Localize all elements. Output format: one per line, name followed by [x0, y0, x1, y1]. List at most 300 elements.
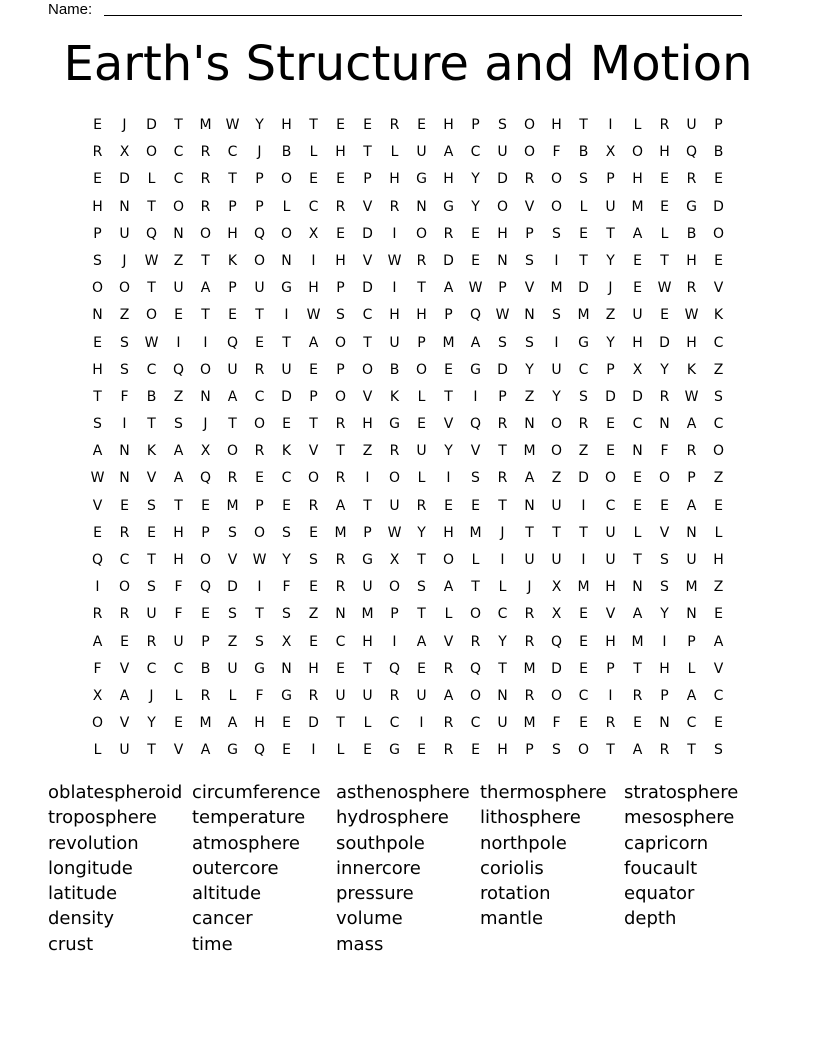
grid-letter: E: [606, 443, 615, 460]
grid-letter: T: [525, 524, 534, 541]
grid-letter: L: [390, 144, 399, 161]
word-list-item: depth: [624, 908, 677, 930]
grid-letter: Y: [471, 198, 480, 215]
grid-letter: E: [714, 497, 723, 514]
grid-letter: U: [227, 660, 238, 677]
grid-letter: S: [552, 225, 561, 242]
grid-letter: P: [255, 497, 264, 514]
letter-grid: [84, 112, 732, 765]
grid-letter: R: [308, 687, 319, 704]
grid-letter: C: [146, 660, 157, 677]
grid-letter: I: [608, 687, 613, 704]
grid-letter: T: [336, 715, 345, 732]
grid-letter: T: [228, 416, 237, 433]
grid-letter: W: [684, 307, 699, 324]
grid-letter: C: [119, 552, 130, 568]
grid-letter: C: [470, 144, 481, 161]
grid-letter: R: [524, 171, 535, 188]
grid-letter: T: [579, 117, 588, 133]
grid-letter: U: [686, 552, 697, 568]
grid-letter: U: [146, 606, 157, 623]
grid-letter: D: [362, 280, 373, 297]
grid-letter: A: [92, 443, 103, 460]
word-list-item: mantle: [480, 908, 544, 930]
grid-letter: O: [388, 579, 401, 596]
grid-letter: E: [471, 742, 480, 759]
grid-letter: R: [470, 633, 481, 650]
grid-letter: A: [686, 416, 697, 433]
grid-letter: R: [335, 470, 346, 487]
grid-letter: W: [306, 307, 321, 324]
grid-letter: R: [92, 144, 103, 161]
grid-letter: H: [92, 361, 103, 378]
grid-letter: E: [714, 252, 723, 269]
grid-letter: N: [524, 307, 535, 324]
grid-letter: T: [336, 443, 345, 460]
grid-letter: S: [120, 361, 129, 378]
grid-letter: B: [281, 144, 292, 161]
grid-letter: S: [714, 742, 723, 759]
grid-letter: X: [389, 552, 400, 568]
grid-letter: Q: [199, 470, 212, 487]
grid-letter: S: [228, 524, 237, 541]
word-list-item: capricorn: [624, 832, 709, 854]
grid-letter: O: [577, 742, 590, 759]
word-list-item: density: [48, 908, 114, 930]
grid-letter: I: [311, 742, 316, 759]
grid-letter: T: [309, 117, 318, 133]
grid-letter: A: [443, 280, 454, 297]
grid-letter: H: [173, 552, 184, 568]
grid-row: [84, 221, 732, 248]
grid-letter: E: [282, 715, 291, 732]
grid-letter: U: [605, 198, 616, 215]
grid-letter: K: [389, 388, 400, 405]
grid-letter: Z: [308, 606, 319, 623]
grid-letter: S: [120, 334, 129, 351]
grid-row: [84, 384, 732, 411]
grid-letter: G: [470, 361, 481, 378]
grid-letter: W: [657, 280, 672, 297]
word-list-item: crust: [48, 933, 94, 955]
grid-letter: M: [334, 524, 347, 541]
grid-letter: T: [255, 606, 264, 623]
grid-letter: L: [174, 687, 183, 704]
grid-letter: T: [606, 225, 615, 242]
grid-letter: N: [119, 470, 130, 487]
grid-letter: V: [443, 416, 454, 433]
grid-letter: D: [362, 225, 373, 242]
grid-letter: D: [497, 171, 508, 188]
grid-letter: V: [119, 715, 130, 732]
grid-letter: L: [228, 687, 237, 704]
grid-letter: N: [686, 606, 697, 623]
grid-letter: L: [417, 470, 426, 487]
grid-letter: U: [632, 307, 643, 324]
grid-letter: C: [227, 144, 238, 161]
grid-letter: Y: [660, 361, 669, 378]
grid-letter: I: [473, 388, 478, 405]
grid-row: [84, 357, 732, 384]
grid-letter: P: [228, 198, 237, 215]
grid-letter: H: [497, 742, 508, 759]
grid-letter: V: [524, 198, 535, 215]
grid-letter: T: [417, 280, 426, 297]
grid-row: [84, 330, 732, 357]
grid-letter: D: [281, 388, 292, 405]
grid-letter: W: [252, 552, 267, 568]
grid-letter: O: [253, 252, 266, 269]
grid-letter: G: [227, 742, 238, 759]
word-list-item: volume: [336, 908, 403, 930]
grid-letter: T: [147, 552, 156, 568]
grid-letter: K: [713, 307, 724, 324]
grid-letter: J: [122, 252, 127, 269]
grid-letter: R: [200, 687, 211, 704]
grid-letter: B: [578, 144, 589, 161]
grid-letter: R: [443, 660, 454, 677]
grid-letter: E: [633, 497, 642, 514]
grid-letter: E: [93, 171, 102, 188]
grid-letter: N: [524, 497, 535, 514]
grid-letter: F: [120, 388, 129, 405]
grid-letter: H: [389, 171, 400, 188]
grid-letter: V: [443, 633, 454, 650]
grid-letter: N: [632, 579, 643, 596]
grid-letter: E: [471, 252, 480, 269]
grid-letter: Q: [469, 307, 482, 324]
grid-letter: S: [255, 633, 264, 650]
grid-letter: U: [416, 144, 427, 161]
grid-letter: K: [686, 361, 697, 378]
word-list-item: cancer: [192, 908, 253, 930]
grid-letter: Q: [253, 742, 266, 759]
grid-letter: J: [527, 579, 532, 596]
grid-letter: U: [524, 552, 535, 568]
grid-letter: S: [660, 552, 669, 568]
grid-letter: E: [309, 171, 318, 188]
grid-letter: A: [632, 606, 643, 623]
grid-letter: W: [684, 388, 699, 405]
grid-letter: H: [605, 633, 616, 650]
grid-letter: S: [282, 524, 291, 541]
grid-letter: N: [659, 715, 670, 732]
grid-letter: D: [146, 117, 157, 133]
grid-letter: V: [605, 606, 616, 623]
grid-letter: R: [254, 443, 265, 460]
grid-letter: T: [660, 252, 669, 269]
grid-letter: H: [416, 307, 427, 324]
grid-letter: V: [470, 443, 481, 460]
grid-letter: S: [93, 416, 102, 433]
grid-letter: H: [335, 144, 346, 161]
grid-letter: S: [525, 334, 534, 351]
grid-letter: N: [119, 198, 130, 215]
grid-letter: U: [605, 552, 616, 568]
grid-letter: S: [498, 117, 507, 133]
grid-letter: L: [282, 198, 291, 215]
grid-letter: R: [524, 687, 535, 704]
grid-letter: Q: [469, 660, 482, 677]
grid-letter: U: [497, 144, 508, 161]
grid-letter: M: [577, 307, 590, 324]
grid-letter: H: [308, 660, 319, 677]
word-list-item: longitude: [48, 857, 133, 879]
grid-letter: S: [336, 307, 345, 324]
grid-letter: O: [550, 171, 563, 188]
grid-letter: P: [255, 198, 264, 215]
grid-letter: W: [387, 524, 402, 541]
grid-letter: D: [632, 388, 643, 405]
grid-letter: P: [309, 388, 318, 405]
grid-letter: R: [200, 144, 211, 161]
grid-letter: V: [713, 660, 724, 677]
grid-letter: W: [468, 280, 483, 297]
word-list-item: latitude: [48, 883, 118, 905]
grid-letter: E: [93, 117, 102, 133]
grid-letter: I: [446, 470, 451, 487]
grid-letter: P: [525, 225, 534, 242]
grid-letter: G: [281, 687, 292, 704]
grid-letter: H: [605, 579, 616, 596]
word-list: [48, 780, 768, 957]
grid-letter: R: [200, 198, 211, 215]
grid-letter: M: [361, 606, 374, 623]
grid-letter: O: [550, 443, 563, 460]
grid-letter: V: [119, 660, 130, 677]
grid-letter: A: [632, 742, 643, 759]
grid-letter: H: [443, 524, 454, 541]
grid-letter: R: [524, 633, 535, 650]
grid-row: [84, 656, 732, 683]
grid-letter: R: [578, 416, 589, 433]
grid-letter: E: [579, 715, 588, 732]
grid-row: [84, 275, 732, 302]
grid-letter: T: [147, 198, 156, 215]
grid-letter: M: [550, 280, 563, 297]
grid-letter: O: [604, 470, 617, 487]
grid-letter: L: [309, 144, 318, 161]
grid-letter: X: [632, 361, 643, 378]
grid-letter: X: [308, 225, 319, 242]
grid-letter: Q: [199, 579, 212, 596]
grid-letter: N: [497, 252, 508, 269]
grid-letter: O: [523, 117, 536, 133]
grid-letter: Q: [145, 225, 158, 242]
grid-letter: T: [579, 524, 588, 541]
word-list-item: atmosphere: [192, 832, 300, 854]
grid-letter: T: [147, 742, 156, 759]
grid-letter: T: [579, 252, 588, 269]
grid-letter: L: [633, 117, 642, 133]
grid-letter: T: [93, 388, 102, 405]
grid-row: [84, 166, 732, 193]
grid-letter: I: [392, 280, 397, 297]
grid-letter: E: [309, 633, 318, 650]
grid-letter: X: [605, 144, 616, 161]
grid-letter: G: [686, 198, 697, 215]
grid-letter: R: [497, 416, 508, 433]
grid-letter: O: [712, 443, 725, 460]
grid-letter: P: [660, 687, 669, 704]
grid-letter: E: [309, 361, 318, 378]
grid-row: [84, 493, 732, 520]
grid-letter: R: [335, 198, 346, 215]
grid-letter: V: [227, 552, 238, 568]
grid-letter: Z: [227, 633, 238, 650]
grid-letter: Y: [255, 117, 264, 133]
grid-letter: C: [713, 334, 724, 351]
grid-letter: M: [631, 633, 644, 650]
grid-letter: O: [334, 388, 347, 405]
grid-letter: T: [606, 742, 615, 759]
grid-letter: H: [254, 715, 265, 732]
word-list-item: altitude: [192, 883, 262, 905]
grid-letter: T: [255, 307, 264, 324]
grid-letter: E: [579, 660, 588, 677]
grid-letter: D: [713, 198, 724, 215]
grid-letter: R: [254, 361, 265, 378]
grid-letter: R: [200, 171, 211, 188]
grid-letter: C: [605, 497, 616, 514]
grid-letter: I: [365, 470, 370, 487]
grid-letter: V: [146, 470, 157, 487]
grid-letter: P: [498, 388, 507, 405]
grid-letter: E: [444, 497, 453, 514]
grid-row: [84, 465, 732, 492]
grid-letter: U: [389, 334, 400, 351]
grid-letter: L: [336, 742, 345, 759]
grid-row: [84, 302, 732, 329]
grid-letter: R: [686, 171, 697, 188]
grid-letter: P: [606, 171, 615, 188]
grid-letter: C: [335, 633, 346, 650]
grid-letter: I: [554, 252, 559, 269]
grid-letter: Q: [550, 633, 563, 650]
grid-row: [84, 574, 732, 601]
grid-letter: T: [201, 252, 210, 269]
grid-letter: W: [144, 252, 159, 269]
grid-letter: E: [282, 416, 291, 433]
grid-letter: R: [389, 198, 400, 215]
grid-letter: T: [498, 660, 507, 677]
grid-letter: K: [146, 443, 157, 460]
grid-letter: U: [416, 687, 427, 704]
grid-letter: E: [120, 497, 129, 514]
grid-letter: E: [201, 606, 210, 623]
grid-letter: A: [713, 633, 724, 650]
grid-letter: E: [633, 280, 642, 297]
grid-letter: Y: [471, 171, 480, 188]
grid-letter: T: [174, 497, 183, 514]
grid-letter: E: [579, 633, 588, 650]
grid-letter: A: [443, 687, 454, 704]
grid-letter: W: [495, 307, 510, 324]
grid-letter: N: [119, 443, 130, 460]
grid-letter: C: [632, 416, 643, 433]
grid-letter: U: [227, 361, 238, 378]
grid-letter: L: [471, 552, 480, 568]
grid-letter: D: [578, 470, 589, 487]
grid-letter: P: [444, 307, 453, 324]
grid-letter: T: [363, 497, 372, 514]
grid-row: [84, 194, 732, 221]
grid-letter: T: [633, 660, 642, 677]
grid-letter: H: [308, 280, 319, 297]
grid-letter: P: [336, 361, 345, 378]
grid-letter: P: [255, 171, 264, 188]
grid-letter: P: [201, 524, 210, 541]
word-list-item: coriolis: [480, 857, 544, 879]
grid-letter: T: [471, 579, 480, 596]
grid-letter: H: [443, 117, 454, 133]
grid-letter: L: [660, 225, 669, 242]
grid-letter: E: [93, 334, 102, 351]
grid-letter: E: [660, 497, 669, 514]
grid-letter: C: [254, 388, 265, 405]
grid-letter: H: [173, 524, 184, 541]
grid-letter: G: [389, 416, 400, 433]
word-list-item: lithosphere: [480, 807, 581, 829]
grid-letter: E: [336, 117, 345, 133]
grid-letter: D: [578, 280, 589, 297]
grid-row: [84, 139, 732, 166]
grid-row: [84, 411, 732, 438]
grid-letter: R: [308, 497, 319, 514]
grid-letter: T: [498, 443, 507, 460]
grid-letter: D: [227, 579, 238, 596]
grid-letter: I: [419, 715, 424, 732]
grid-letter: E: [417, 117, 426, 133]
word-list-item: mass: [336, 933, 384, 955]
grid-letter: A: [173, 470, 184, 487]
grid-letter: E: [471, 225, 480, 242]
grid-letter: P: [363, 171, 372, 188]
grid-letter: O: [145, 307, 158, 324]
grid-letter: T: [201, 307, 210, 324]
grid-letter: E: [579, 606, 588, 623]
grid-letter: C: [713, 416, 724, 433]
grid-letter: R: [659, 388, 670, 405]
grid-letter: B: [686, 225, 697, 242]
grid-letter: O: [118, 579, 131, 596]
grid-letter: C: [578, 361, 589, 378]
grid-letter: E: [336, 660, 345, 677]
grid-letter: S: [471, 470, 480, 487]
word-list-item: oblatespheroid: [48, 782, 183, 803]
grid-letter: H: [92, 198, 103, 215]
word-list-item: mesosphere: [624, 807, 735, 829]
grid-letter: O: [91, 715, 104, 732]
grid-letter: T: [417, 552, 426, 568]
word-list-item: pressure: [336, 883, 414, 905]
word-list-item: stratosphere: [624, 782, 739, 803]
grid-row: [84, 683, 732, 710]
grid-letter: W: [225, 117, 240, 133]
grid-letter: E: [417, 742, 426, 759]
grid-letter: D: [605, 388, 616, 405]
grid-letter: G: [254, 660, 265, 677]
grid-letter: C: [470, 715, 481, 732]
grid-letter: E: [255, 470, 264, 487]
grid-letter: L: [93, 742, 102, 759]
grid-letter: P: [687, 633, 696, 650]
word-list-item: equator: [624, 883, 695, 905]
grid-letter: W: [90, 470, 105, 487]
grid-letter: A: [227, 388, 238, 405]
word-list-item: circumference: [192, 782, 321, 803]
grid-letter: U: [254, 280, 265, 297]
